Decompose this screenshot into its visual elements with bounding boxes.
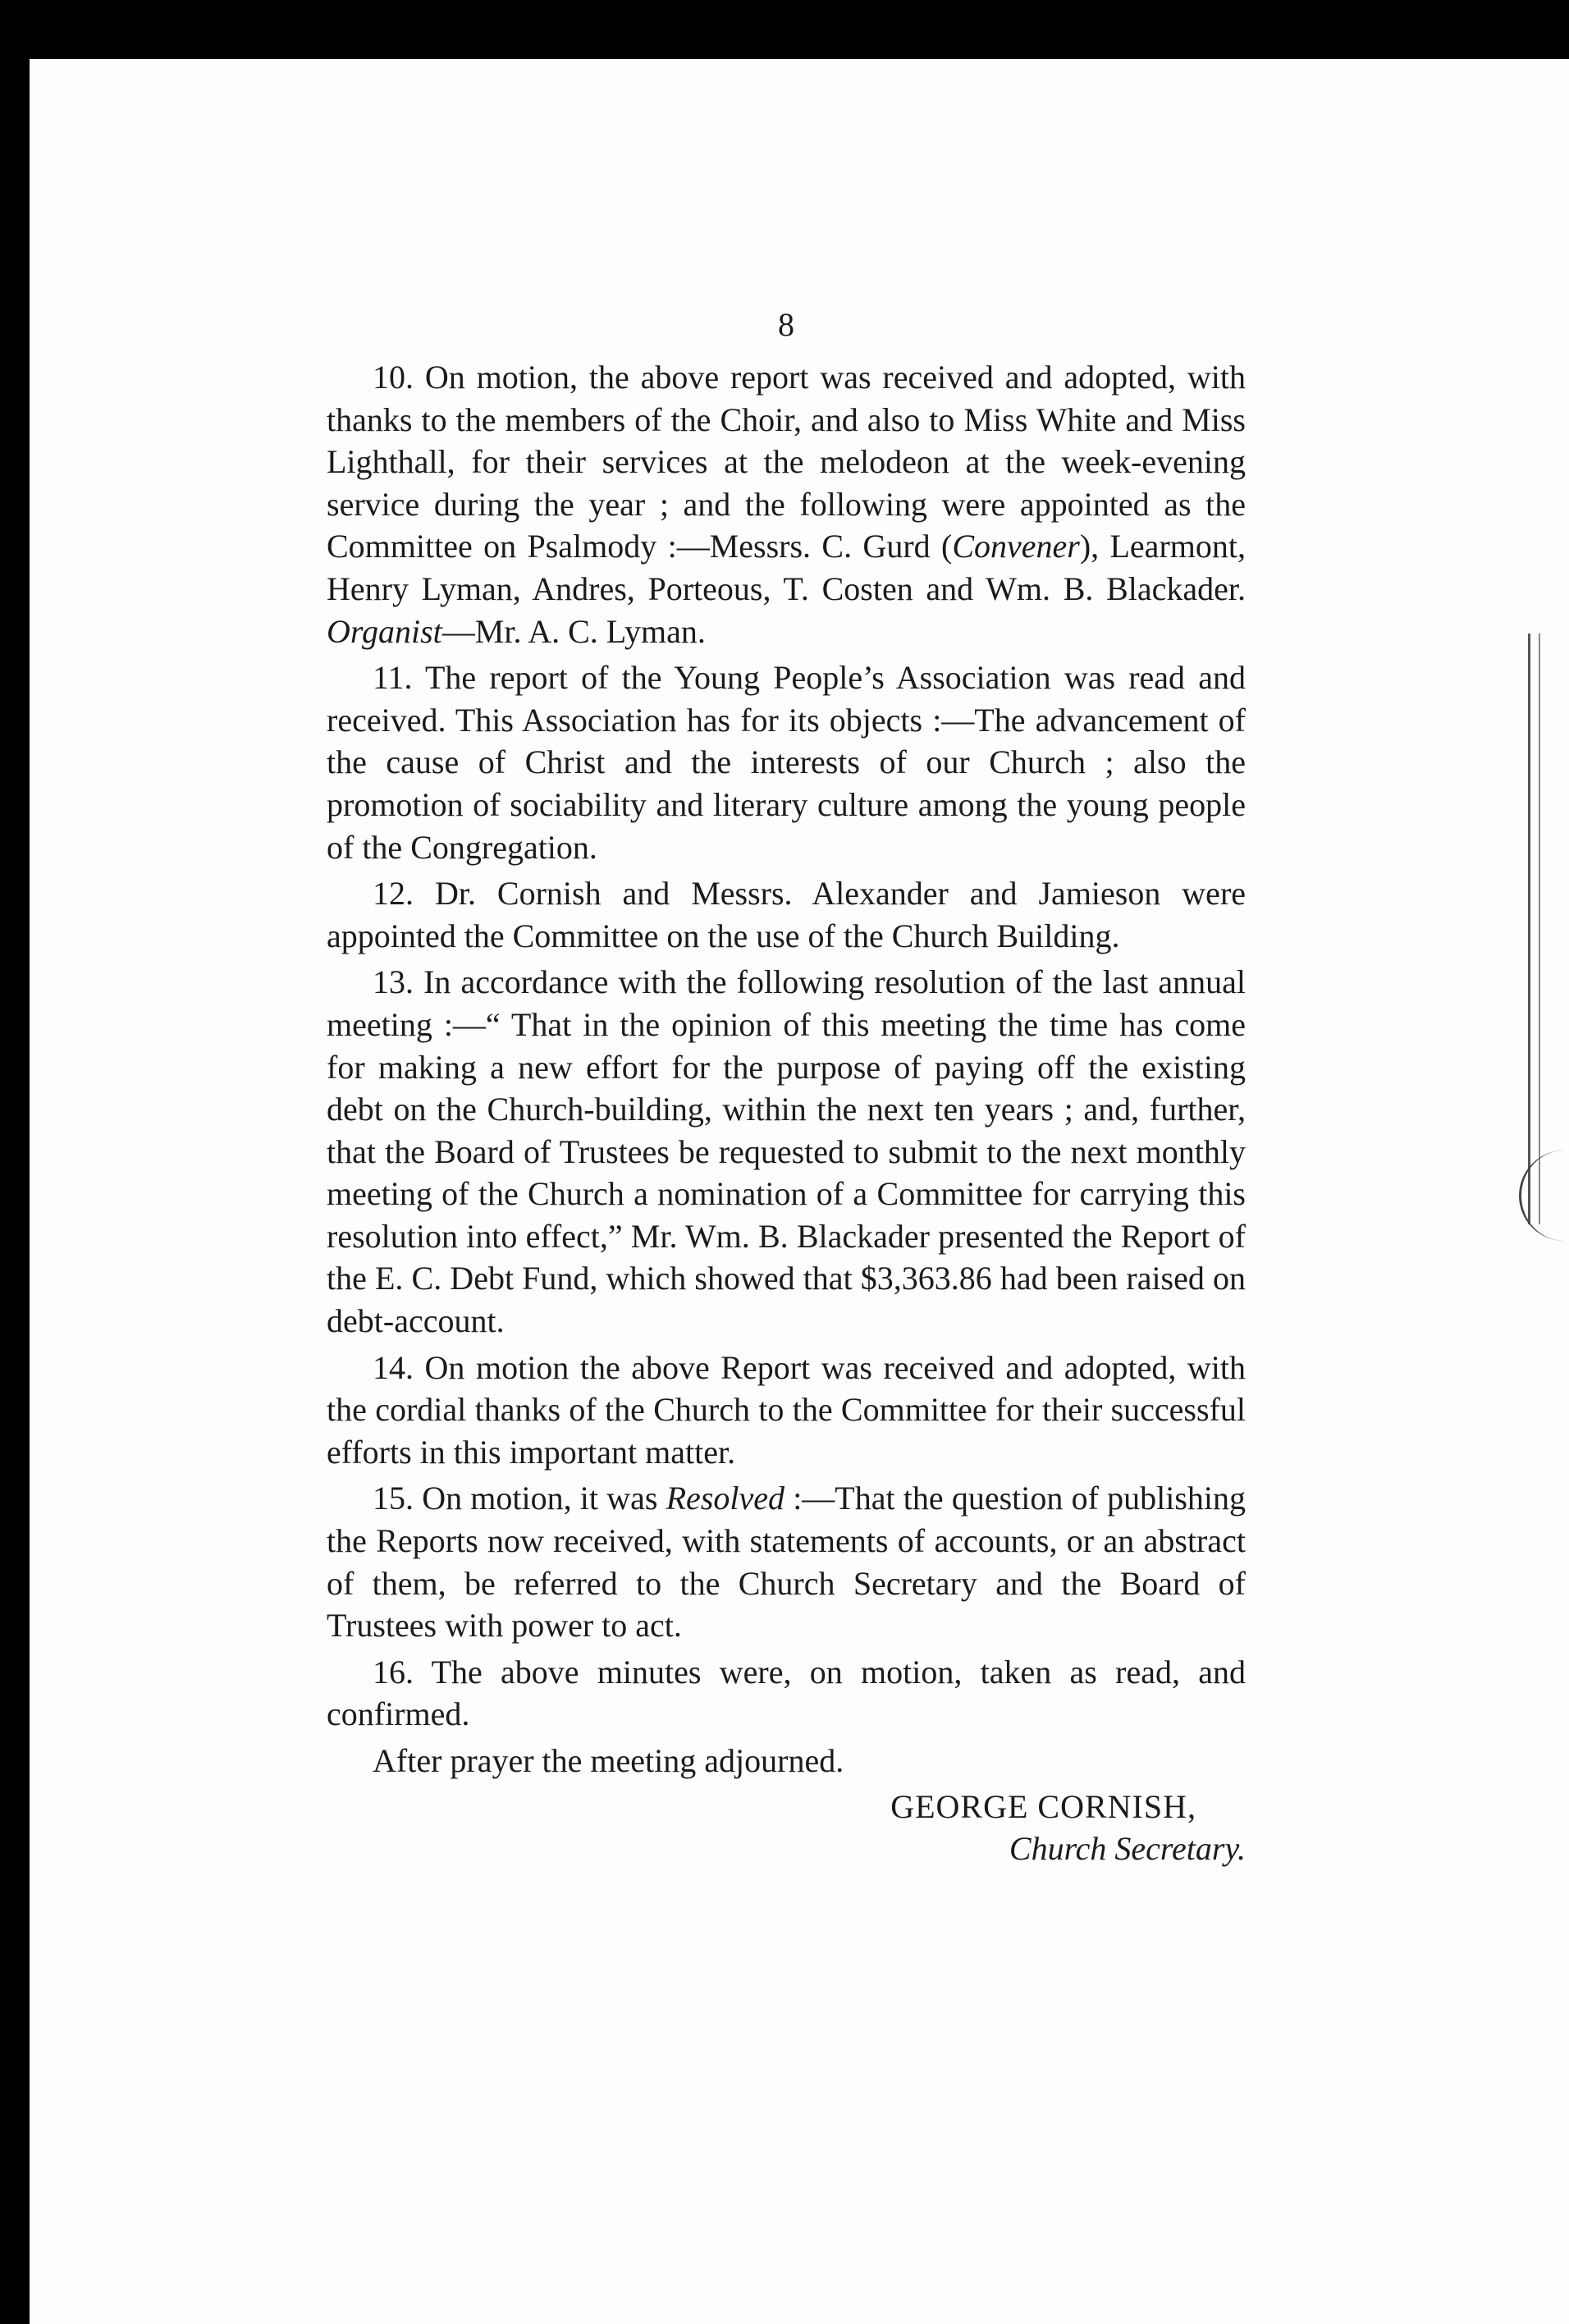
paragraph-text: The report of the Young People’s Association was read and received. This Association has for its objects :—The advancement of the cause of Christ and the interests of our Church ; also the promotion of sociability and literary culture among the young people of the Congregation. (327, 659, 1247, 866)
paragraph-text: :—That the question of publishing the Reports now received, with statements of accounts, or an abstract of them, be referred to the Church Secretary and the Board of Trustees with power to act. (327, 1480, 1246, 1645)
paragraph-number: 12. (373, 875, 414, 913)
paragraph-number: 14. (373, 1348, 414, 1386)
paragraph-text: —Mr. A. C. Lyman. (441, 612, 706, 650)
paragraph-text: On motion, the above report was received and adopted, with thanks to the members of the Choir, and also to Miss White and Miss Lighthall, for their services at the melodeon at the week-evening service during the year ; and the following were appointed as the Committee on Psalmody :—Messrs. C. Gurd ( (327, 359, 1246, 565)
paragraph-12 (327, 872, 1246, 957)
paragraph-text: The above minutes were, on motion, taken as read, and confirmed. (327, 1653, 1246, 1733)
page-edge-mark (1528, 634, 1540, 1224)
paragraph-number: 13. (373, 963, 414, 1001)
paragraph-text: On motion the above Report was received and adopted, with the cordial thanks of the Church to the Committee for their successful efforts in this important matter. (327, 1348, 1246, 1471)
paragraph-number: 11. (373, 659, 413, 697)
paragraph-text: Dr. Cornish and Messrs. Alexander and Jamieson were appointed the Committee on the use of the Church Building. (327, 875, 1247, 954)
closing-line: After prayer the meeting adjourned. (373, 1742, 844, 1779)
page-edge-curl (1519, 1151, 1569, 1241)
paragraph-11 (327, 656, 1246, 868)
page-number: 8 (778, 306, 794, 343)
paragraph-16 (327, 1651, 1246, 1736)
document-text (327, 306, 1247, 1870)
paragraph-10 (327, 356, 1246, 652)
paragraph-number: 10. (373, 359, 414, 396)
paragraph-15 (327, 1477, 1246, 1646)
signature-title: Church Secretary. (1009, 1830, 1246, 1868)
paragraph-number: 15. (373, 1480, 414, 1517)
italic-term: Resolved (666, 1480, 784, 1517)
paragraph-number: 16. (373, 1653, 414, 1690)
paragraph-14 (327, 1347, 1246, 1474)
paragraph-13 (327, 961, 1246, 1342)
italic-term: Organist (327, 612, 442, 650)
paragraph-text: ), Learmont, Henry Lyman, Andres, Porteous, T. Costen and Wm. B. Blackader. (327, 528, 1246, 607)
signature-name: GEORGE CORNISH, (890, 1787, 1196, 1825)
paragraph-text: In accordance with the following resolution of the last annual meeting :—“ That in the opinion of this meeting the time has come for making a new effort for the purpose of paying off the existing debt on the Church-building, within the next ten years ; and, further, that the Board of Trustees be requested to submit to the next monthly meeting of the Church a nomination of a Committee for carrying this resolution into effect,” Mr. Wm. B. Blackader presented the Report of the E. C. Debt Fund, which showed that $3,363.86 had been raised on debt-account. (327, 963, 1247, 1340)
paragraph-text: On motion, it was (422, 1480, 666, 1517)
italic-term: Convener (952, 528, 1080, 565)
